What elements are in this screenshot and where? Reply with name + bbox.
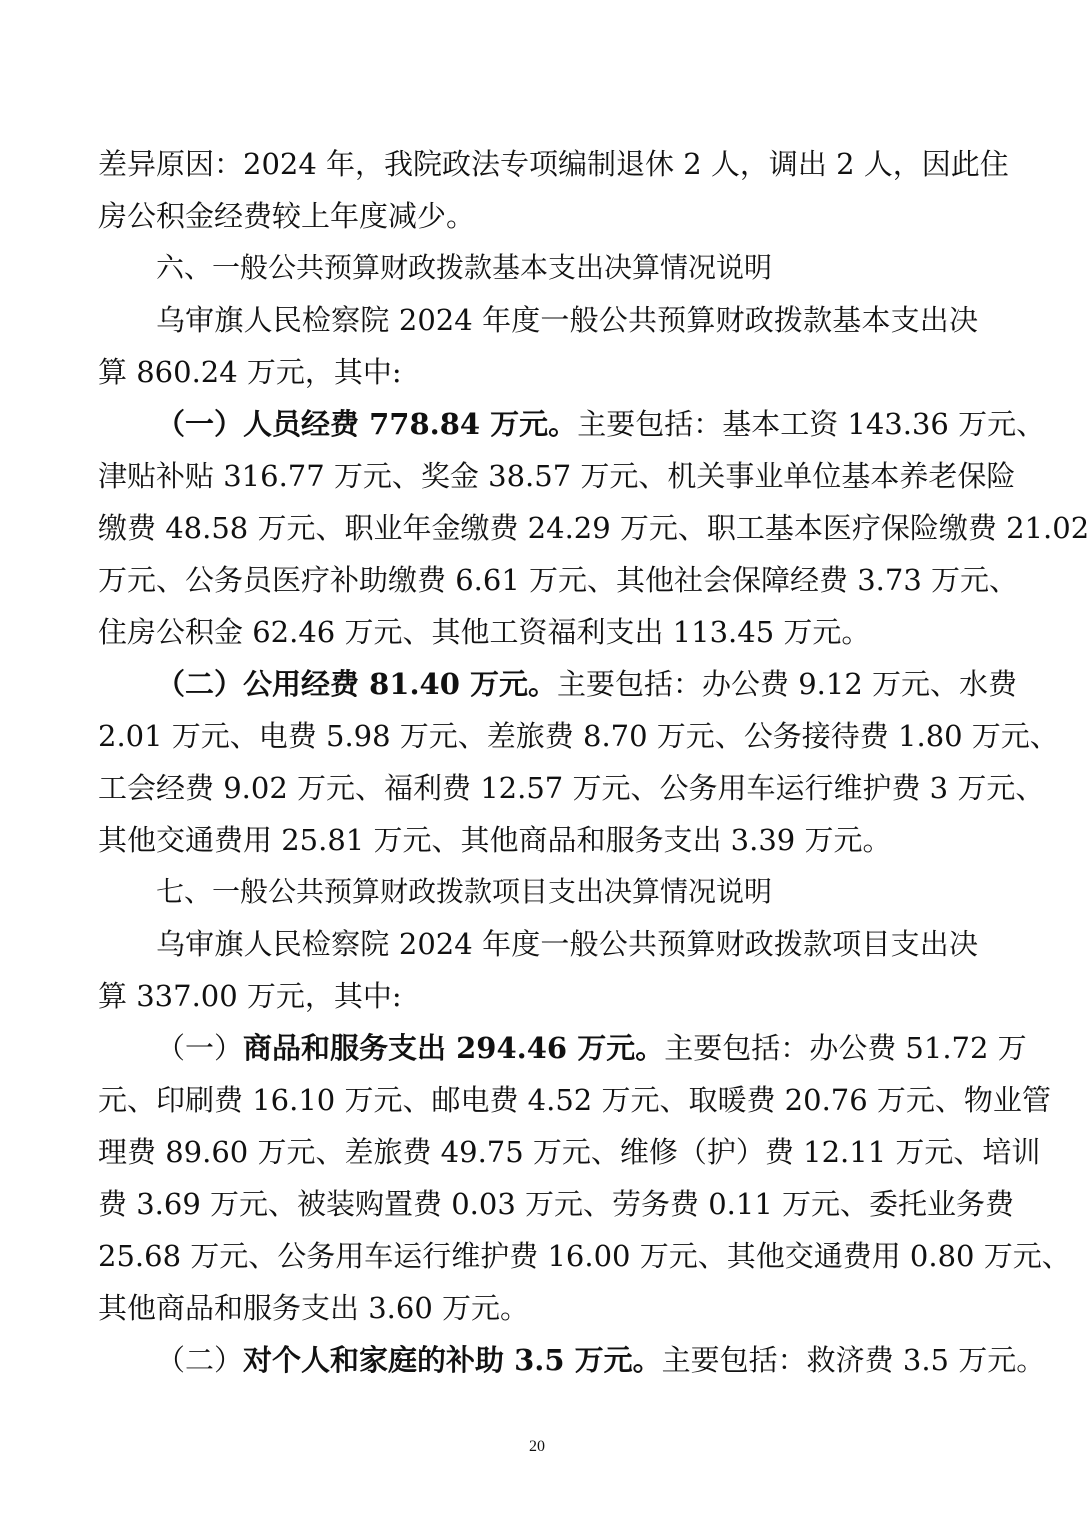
paragraph-line: 津贴补贴 316.77 万元、奖金 38.57 万元、机关事业单位基本养老保险 — [98, 459, 1016, 493]
paragraph-line: 住房公积金 62.46 万元、其他工资福利支出 113.45 万元。 — [98, 615, 871, 649]
page-number: 20 — [529, 1438, 545, 1455]
paragraph-line: 工会经费 9.02 万元、福利费 12.57 万元、公务用车运行维护费 3 万元、 — [98, 771, 1045, 805]
paragraph-line — [98, 1334, 1046, 1386]
section-heading: 七、一般公共预算财政拨款项目支出决算情况说明 — [156, 875, 773, 908]
paragraph-line: 其他商品和服务支出 3.60 万元。 — [98, 1291, 530, 1325]
paragraph-line: 理费 89.60 万元、差旅费 49.75 万元、维修（护）费 12.11 万元、培训 — [98, 1135, 1041, 1169]
paragraph-line: 其他交通费用 25.81 万元、其他商品和服务支出 3.39 万元。 — [98, 823, 892, 857]
subheading-bold: （一）人员经费 778.84 万元。 — [156, 407, 578, 441]
paragraph-line: 算 860.24 万元，其中: — [98, 355, 402, 389]
paragraph-line: 25.68 万元、公务用车运行维护费 16.00 万元、其他交通费用 0.80 万元、 — [98, 1239, 1071, 1273]
paragraph-text: 主要包括：救济费 3.5 万元。 — [661, 1343, 1046, 1377]
paragraph-line: 元、印刷费 16.10 万元、邮电费 4.52 万元、取暖费 20.76 万元、物业管 — [98, 1083, 1051, 1117]
paragraph-line: 乌审旗人民检察院 2024 年度一般公共预算财政拨款项目支出决 — [156, 927, 978, 961]
subheading-bold: 对个人和家庭的补助 3.5 万元。 — [243, 1343, 662, 1377]
paragraph-text: 主要包括：基本工资 143.36 万元、 — [577, 407, 1046, 441]
paragraph-line: 乌审旗人民检察院 2024 年度一般公共预算财政拨款基本支出决 — [156, 303, 978, 337]
paragraph-line — [98, 658, 1018, 710]
paragraph-line: 2.01 万元、电费 5.98 万元、差旅费 8.70 万元、公务接待费 1.80 万元、 — [98, 719, 1059, 753]
paragraph-line — [98, 1022, 1027, 1074]
document-body — [98, 138, 1089, 1386]
paragraph-line: 算 337.00 万元，其中: — [98, 979, 402, 1013]
subheading-bold: （二）公用经费 81.40 万元。 — [156, 667, 558, 701]
paragraph-line: 房公积金经费较上年度减少。 — [98, 199, 476, 233]
paragraph-text: （一） — [156, 1031, 244, 1065]
paragraph-line: 费 3.69 万元、被装购置费 0.03 万元、劳务费 0.11 万元、委托业务费 — [98, 1187, 1015, 1221]
subheading-bold: 商品和服务支出 294.46 万元。 — [243, 1031, 665, 1065]
paragraph-line: 缴费 48.58 万元、职业年金缴费 24.29 万元、职工基本医疗保险缴费 21.02 — [98, 511, 1089, 545]
paragraph-line: 差异原因：2024 年，我院政法专项编制退休 2 人，调出 2 人，因此住 — [98, 147, 1009, 181]
paragraph-line — [98, 398, 1046, 450]
paragraph-text: （二） — [156, 1343, 244, 1377]
paragraph-line: 万元、公务员医疗补助缴费 6.61 万元、其他社会保障经费 3.73 万元、 — [98, 563, 1019, 597]
section-heading: 六、一般公共预算财政拨款基本支出决算情况说明 — [156, 251, 773, 284]
paragraph-text: 主要包括：办公费 51.72 万 — [664, 1031, 1027, 1065]
paragraph-text: 主要包括：办公费 9.12 万元、水费 — [557, 667, 1018, 701]
